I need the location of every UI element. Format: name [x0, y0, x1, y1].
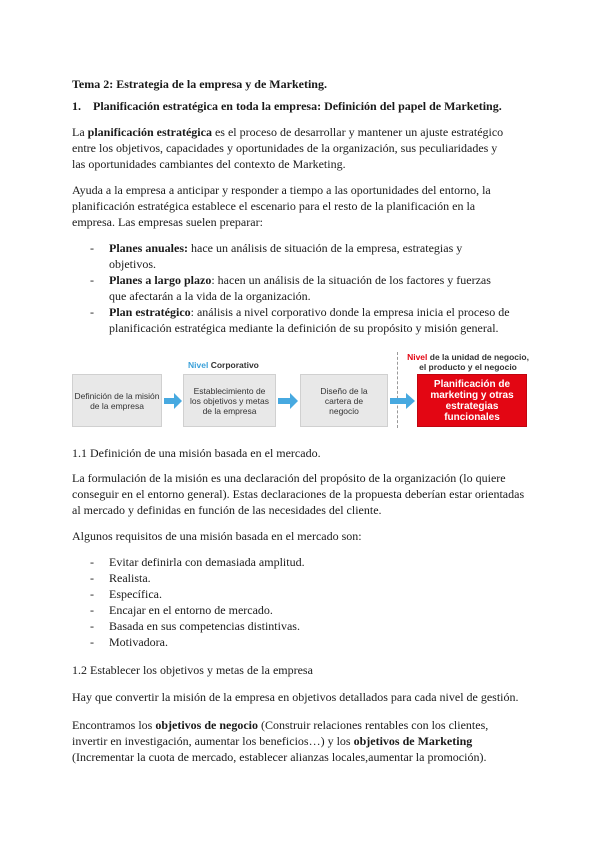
term-plan-estrategico: Plan estratégico: [109, 305, 191, 319]
plan-longterm-line-1: [109, 273, 491, 288]
text-run: : hacen un análisis de la situación de los factores y fuerzas: [211, 273, 491, 287]
text-run: (Construir relaciones rentables con los clientes,: [257, 718, 489, 732]
plan-annual-line-1: [109, 241, 462, 256]
doc-title: Tema 2: Estrategia de la empresa y de Marketing.: [72, 77, 327, 91]
term-objetivos-negocio: objetivos de negocio: [155, 718, 258, 732]
term-planes-anuales: Planes anuales:: [109, 241, 189, 255]
section-1-2-heading: 1.2 Establecer los objetivos y metas de la empresa: [72, 663, 313, 677]
list-bullet: -: [90, 603, 94, 617]
diagram-step-objectives: Establecimiento de los objetivos y metas de la empresa: [183, 374, 276, 427]
section-1-2-paragraph-2-line-3: (Incrementar la cuota de mercado, establecer alianzas locales,aumentar la promoción).: [72, 750, 487, 764]
paragraph-2-line-3: empresa. Las empresas suelen preparar:: [72, 215, 263, 229]
text-run: La: [72, 125, 88, 139]
requirements-intro: Algunos requisitos de una misión basada en el mercado son:: [72, 529, 362, 543]
section-1-1-paragraph-line-1: La formulación de la misión es una declaración del propósito de la organización (lo quiere: [72, 471, 506, 485]
list-item: Evitar definirla con demasiada amplitud.: [109, 555, 305, 569]
text-run: : análisis a nivel corporativo donde la empresa inicia el proceso de: [190, 305, 510, 319]
paragraph-2-line-1: Ayuda a la empresa a anticipar y responder a tiempo a las oportunidades del entorno, la: [72, 183, 491, 197]
plan-annual-line-2: objetivos.: [109, 257, 156, 271]
term-objetivos-marketing: objetivos de Marketing: [353, 734, 473, 748]
list-bullet: -: [90, 635, 94, 649]
paragraph-1-line-3: las oportunidades cambiantes del contexto de Marketing.: [72, 157, 346, 171]
section-1-2-paragraph-2-line-2: [72, 734, 472, 749]
section-1-heading: Planificación estratégica en toda la empresa: Definición del papel de Marketing.: [93, 99, 502, 113]
section-1-1-paragraph-line-2: conseguir en el entorno general). Estas declaraciones de la propuesta deberían estar orientadas: [72, 487, 525, 501]
list-bullet: -: [90, 619, 94, 633]
text-run: hace un análisis de situación de la empresa, estrategias y: [188, 241, 463, 255]
arrow-right-icon: [164, 393, 182, 409]
plan-strategic-line-2: planificación estratégica mediante la definición de su propósito y misión general.: [109, 321, 499, 335]
text-run: invertir en investigación, aumentar los beneficios…) y los: [72, 734, 354, 748]
list-bullet: -: [90, 555, 94, 569]
list-item: Basada en sus competencias distintivas.: [109, 619, 300, 633]
list-bullet: -: [90, 305, 94, 319]
section-1-2-paragraph-1: Hay que convertir la misión de la empresa en objetivos detallados para cada nivel de gestión.: [72, 690, 519, 704]
list-item: Realista.: [109, 571, 151, 585]
list-bullet: -: [90, 571, 94, 585]
diagram-step-portfolio: Diseño de la cartera de negocio: [300, 374, 388, 427]
diagram-step-marketing-planning: Planificación de marketing y otras estrategias funcionales: [417, 374, 527, 427]
term-planificacion-estrategica: planificación estratégica: [87, 125, 212, 139]
plan-longterm-line-2: que afectarán a la vida de la organización.: [109, 289, 311, 303]
paragraph-2-line-2: planificación estratégica establece el escenario para el resto de la planificación en la: [72, 199, 476, 213]
planning-process-diagram: [70, 348, 530, 430]
section-1-1-heading: 1.1 Definición de una misión basada en el mercado.: [72, 446, 321, 460]
diagram-arrows: [70, 348, 530, 430]
diagram-step-mission: Definición de la misión de la empresa: [72, 374, 162, 427]
section-1-1-paragraph-line-3: al mercado y definidas en función de las necesidades del cliente.: [72, 503, 382, 517]
label-text: Corporativo: [208, 360, 259, 370]
list-item: Encajar en el entorno de mercado.: [109, 603, 273, 617]
list-bullet: -: [90, 241, 94, 255]
arrow-right-icon: [278, 393, 298, 409]
paragraph-1-line-1: [72, 125, 503, 140]
list-item: Específica.: [109, 587, 162, 601]
plan-strategic-line-1: [109, 305, 510, 320]
label-text-line-2: el producto y el negocio: [419, 362, 517, 372]
label-accent: Nivel: [407, 352, 428, 362]
list-bullet: -: [90, 587, 94, 601]
text-run: Encontramos los: [72, 718, 156, 732]
label-text: de la unidad de negocio,: [427, 352, 529, 362]
section-1-2-paragraph-2-line-1: [72, 718, 488, 733]
term-planes-largo-plazo: Planes a largo plazo: [109, 273, 212, 287]
section-1-number: 1.: [72, 99, 81, 113]
list-bullet: -: [90, 273, 94, 287]
paragraph-1-line-2: entre los objetivos, capacidades y oportunidades de la organización, sus peculiaridades y: [72, 141, 498, 155]
list-item: Motivadora.: [109, 635, 168, 649]
arrow-right-icon: [390, 393, 415, 409]
label-accent: Nivel: [188, 360, 209, 370]
text-run: es el proceso de desarrollar y mantener un ajuste estratégico: [211, 125, 504, 139]
